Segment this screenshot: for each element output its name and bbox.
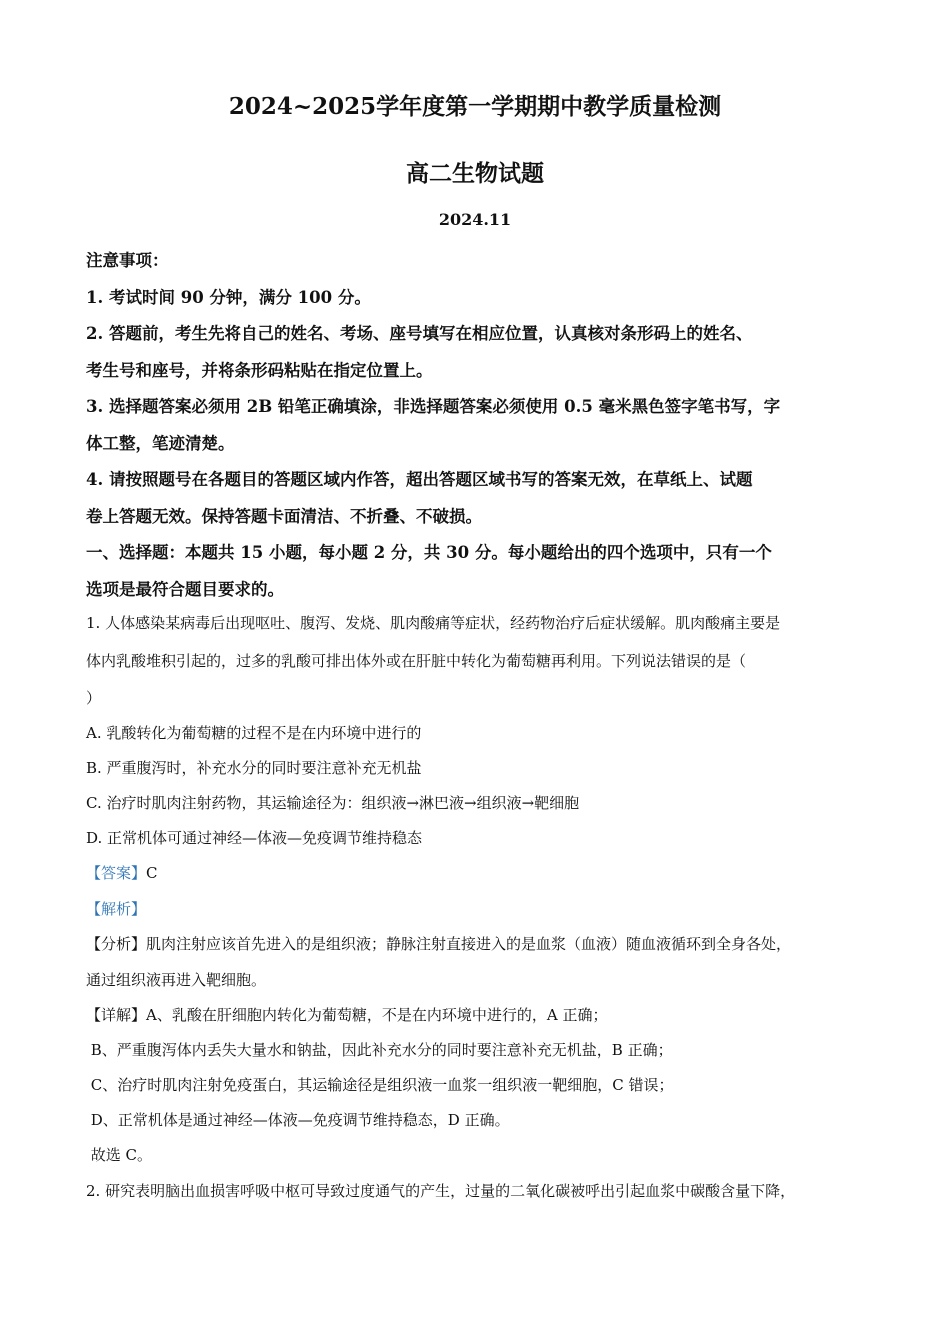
detail-line: C、治疗时肌肉注射免疫蛋白，其运输途径是组织液一血浆一组织液一靶细胞，C 错误；	[86, 1076, 674, 1094]
analysis-label: 【解析】	[86, 900, 147, 918]
question-stem: ）	[86, 689, 102, 707]
fenxi-text: 肌肉注射应该首先进入的是组织液；静脉注射直接进入的是血浆（血液）随血液循环到全身各处，	[146, 935, 792, 953]
detail-line: B、严重腹泻体内丢失大量水和钠盐，因此补充水分的同时要注意补充无机盐，B 正确；	[86, 1041, 673, 1059]
xiangjie-label: 【详解】	[86, 1006, 147, 1024]
answer-label: 【答案】	[86, 864, 147, 882]
section-heading: 一、选择题：本题共 15 小题，每小题 2 分，共 30 分。每小题给出的四个选项中，只有一个	[86, 543, 772, 562]
question-stem: 2. 研究表明脑出血损害呼吸中枢可导致过度通气的产生，过量的二氧化碳被呼出引起血浆中碳酸含量下降，	[86, 1182, 796, 1200]
notice-line: 1. 考试时间 90 分钟，满分 100 分。	[86, 288, 371, 307]
analysis-line: 通过组织液再进入靶细胞。	[86, 971, 267, 989]
notice-line: 体工整，笔迹清楚。	[86, 434, 235, 453]
detail-line: 故选 C。	[86, 1146, 153, 1164]
xiangjie-text: A、乳酸在肝细胞内转化为葡萄糖，不是在内环境中进行的，A 正确；	[146, 1006, 608, 1024]
answer-line	[86, 862, 876, 883]
option-b: B. 严重腹泻时，补充水分的同时要注意补充无机盐	[86, 759, 422, 777]
notice-heading: 注意事项：	[86, 251, 169, 270]
option-c: C. 治疗时肌肉注射药物，其运输途径为：组织液→淋巴液→组织液→靶细胞	[86, 794, 580, 812]
question-stem: 1. 人体感染某病毒后出现呕吐、腹泻、发烧、肌肉酸痛等症状，经药物治疗后症状缓解。肌肉酸痛主要是	[86, 614, 781, 632]
notice-line: 考生号和座号，并将条形码粘贴在指定位置上。	[86, 361, 433, 380]
detail-line: D、正常机体是通过神经—体液—免疫调节维持稳态，D 正确。	[86, 1111, 510, 1129]
option-d: D. 正常机体可通过神经—体液—免疫调节维持稳态	[86, 829, 423, 847]
notice-line: 4. 请按照题号在各题目的答题区域内作答，超出答题区域书写的答案无效，在草纸上、试题	[86, 470, 753, 489]
notice-line: 2. 答题前，考生先将自己的姓名、考场、座号填写在相应位置，认真核对条形码上的姓名、	[86, 324, 753, 343]
answer-value: C	[146, 864, 158, 882]
exam-subtitle: 高二生物试题	[406, 160, 544, 187]
exam-date: 2024.11	[438, 210, 512, 229]
option-a: A. 乳酸转化为葡萄糖的过程不是在内环境中进行的	[86, 724, 422, 742]
notice-line: 3. 选择题答案必须用 2B 铅笔正确填涂，非选择题答案必须使用 0.5 毫米黑色签字笔书写，字	[86, 397, 781, 416]
detail-line	[86, 1004, 876, 1025]
notice-line: 卷上答题无效。保持答题卡面清洁、不折叠、不破损。	[86, 507, 482, 526]
exam-title: 2024~2025学年度第一学期期中教学质量检测	[228, 93, 722, 120]
section-heading: 选项是最符合题目要求的。	[86, 580, 284, 599]
question-stem: 体内乳酸堆积引起的，过多的乳酸可排出体外或在肝脏中转化为葡萄糖再利用。下列说法错误的是（	[86, 652, 747, 670]
analysis-line	[86, 933, 876, 954]
fenxi-label: 【分析】	[86, 935, 147, 953]
